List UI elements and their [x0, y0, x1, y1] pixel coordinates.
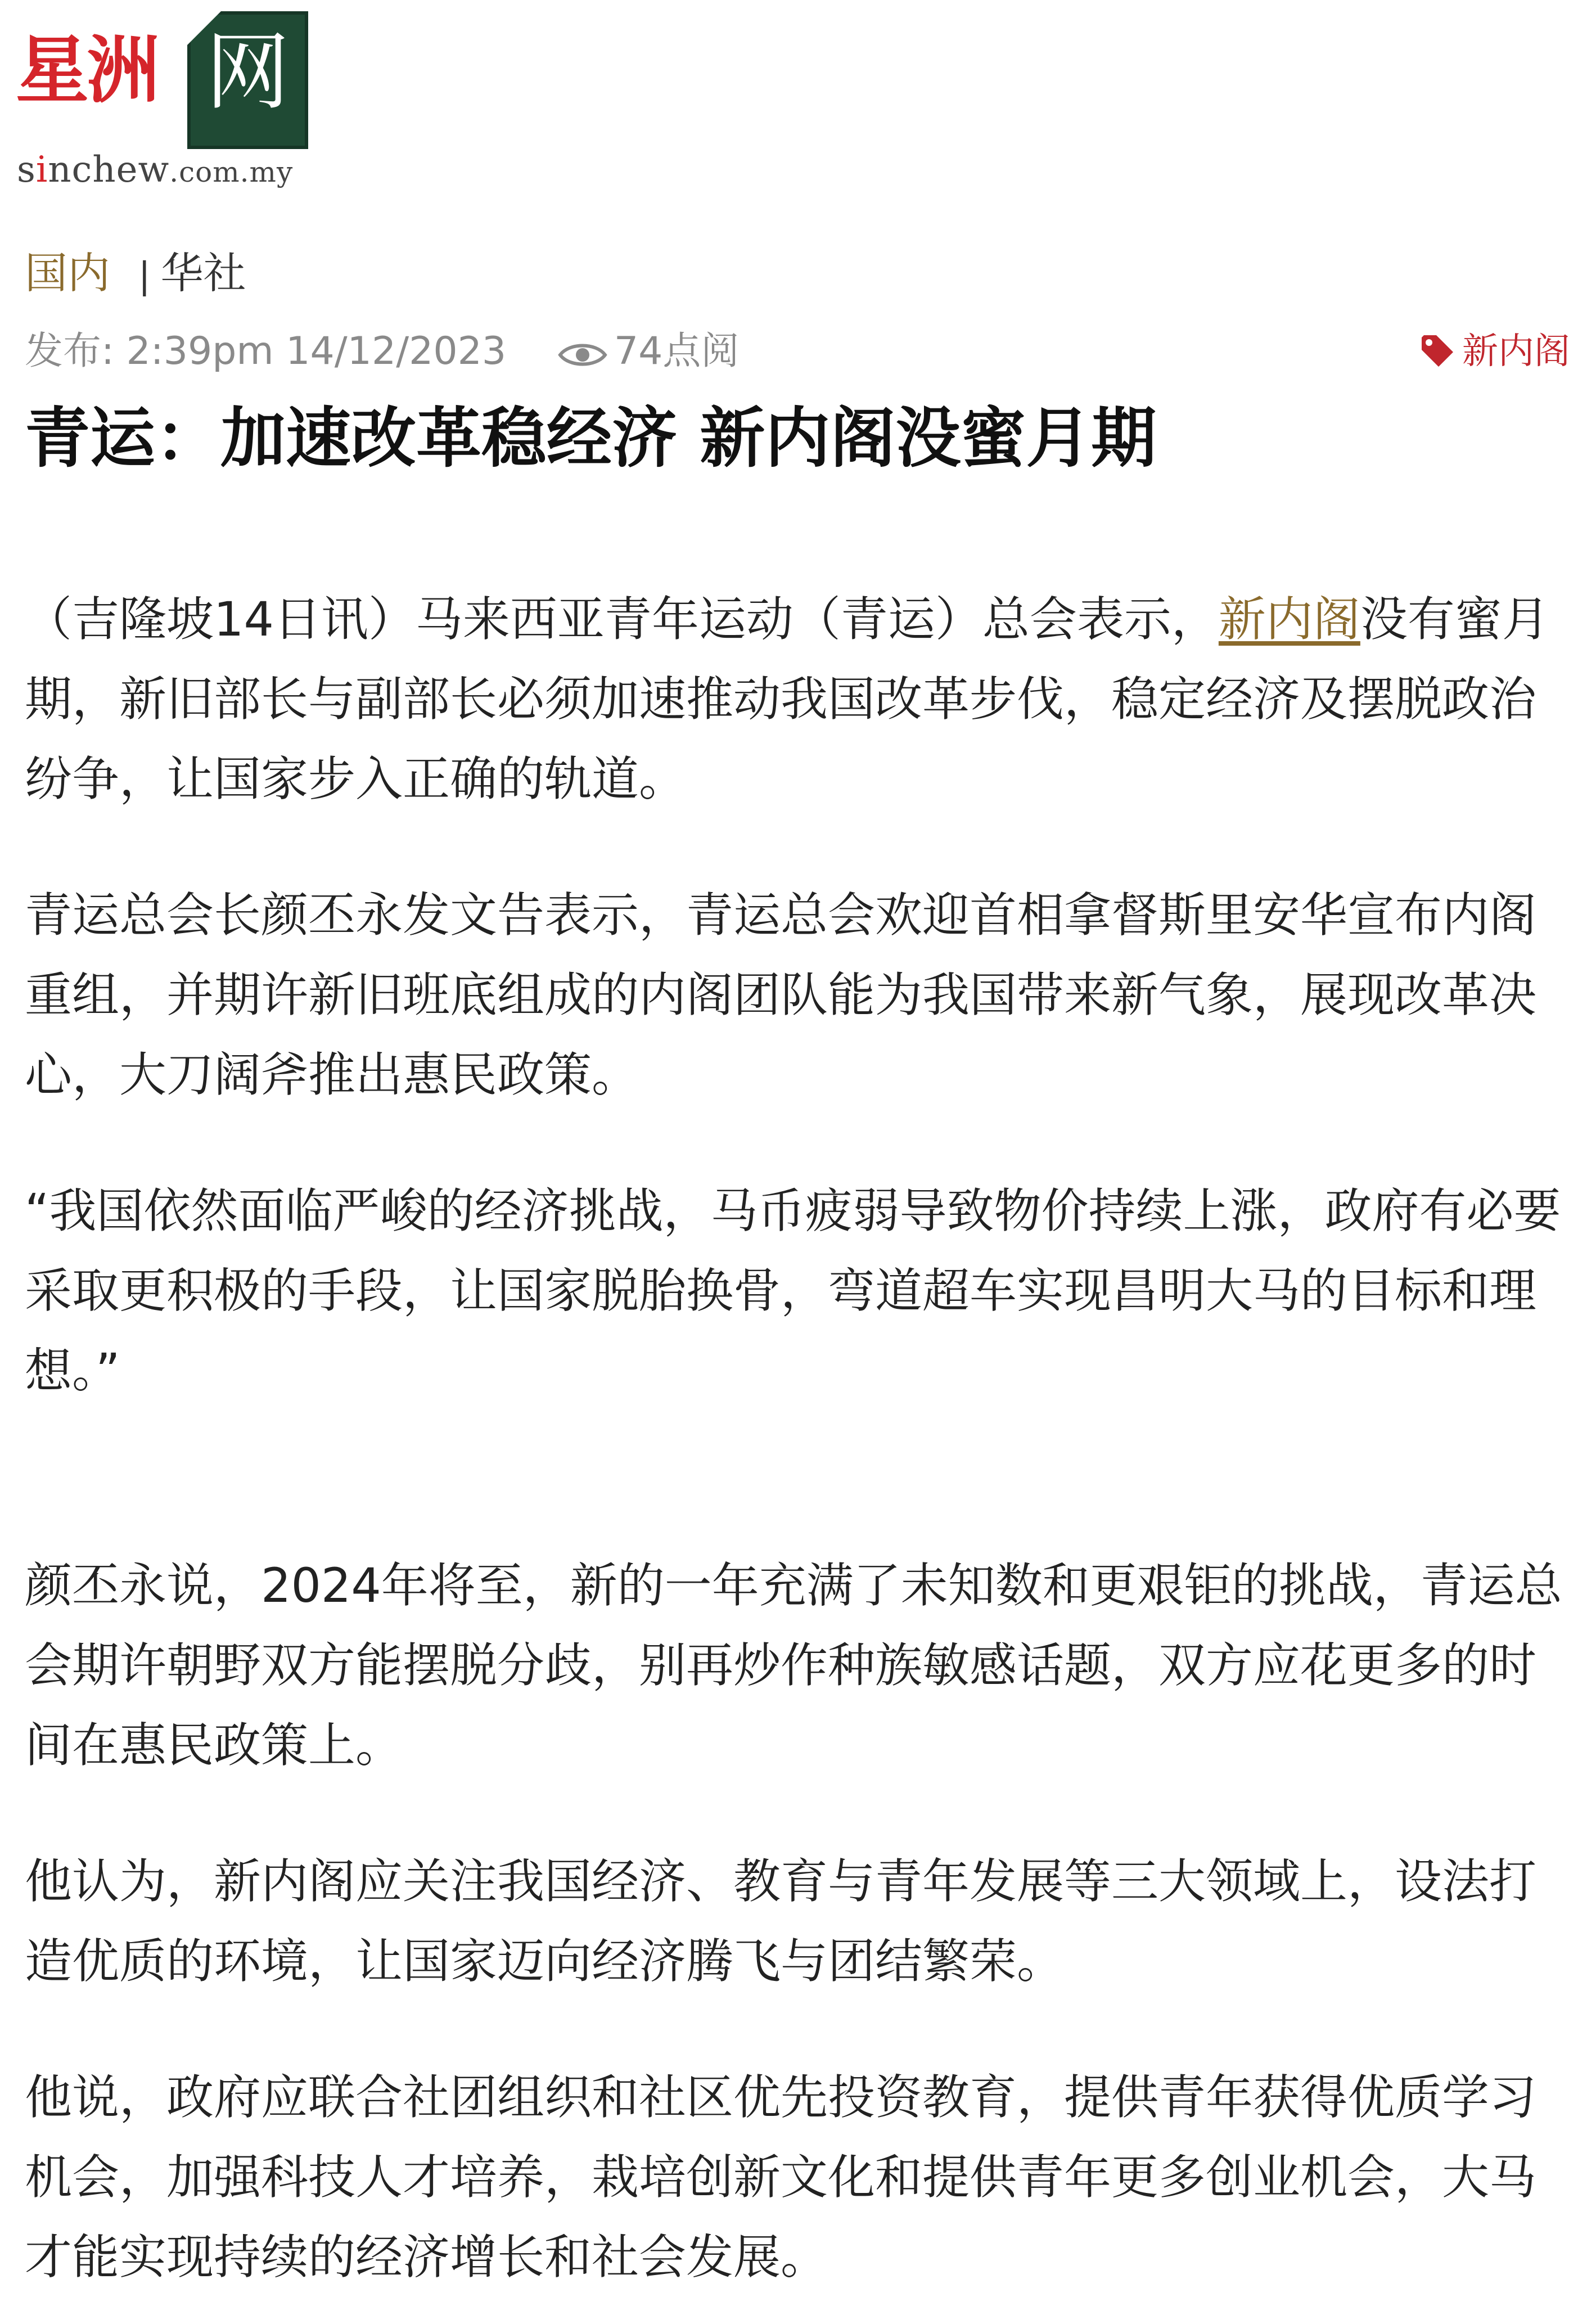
inline-link-cabinet[interactable]: 新内阁	[1218, 592, 1360, 647]
paragraph-gap	[25, 1115, 1571, 1171]
site-logo[interactable]	[16, 11, 308, 197]
eye-icon	[558, 340, 607, 370]
logo-box	[187, 11, 308, 149]
tag-icon	[1419, 333, 1454, 368]
view-count	[558, 329, 740, 373]
tag-link[interactable]	[1419, 326, 1570, 377]
view-count-label: 74点阅	[614, 329, 740, 373]
article-paragraph-2: 青运总会长颜丕永发文告表示，青运总会欢迎首相拿督斯里安华宣布内阁重组，并期许新旧班底组成的内阁团队能为我国带来新气象，展现改革决心，大刀阔斧推出惠民政策。	[25, 888, 1537, 1102]
article-quote: “我国依然面临严峻的经济挑战，马币疲弱导致物价持续上涨，政府有必要采取更积极的手段，让国家脱胎换骨，弯道超车实现昌明大马的目标和理想。”	[25, 1183, 1561, 1398]
category-primary-link[interactable]: 国内	[25, 248, 110, 298]
article-meta	[25, 326, 1574, 377]
p1-post: 没有蜜月期，新旧部长与副部长必须加速推动我国改革步伐，稳定经济及摆脱政治纷争，让国家步入正确的轨道。	[25, 592, 1549, 807]
publish-date: 发布: 2:39pm 14/12/2023	[25, 329, 507, 373]
article-paragraph-5: 他认为，新内阁应关注我国经济、教育与青年发展等三大领域上，设法打造优质的环境，让国家迈向经济腾飞与团结繁荣。	[25, 1854, 1537, 1989]
article-paragraph-1	[25, 579, 1571, 819]
tag-label: 新内阁	[1462, 331, 1570, 372]
logo-en-domain: .com.my	[169, 156, 294, 188]
p1-pre: （吉隆坡14日讯）马来西亚青年运动（青运）总会表示，	[25, 592, 1219, 647]
article-body	[25, 579, 1571, 2297]
article-title: 青运：加速改革稳经济 新内阁没蜜月期	[25, 400, 1157, 476]
logo-box-char: 网	[205, 24, 290, 121]
logo-english-text	[17, 149, 294, 191]
article-paragraph-4: 颜丕永说，2024年将至，新的一年充满了未知数和更艰钜的挑战，青运总会期许朝野双方能摆脱分歧，别再炒作种族敏感话题，双方应花更多的时间在惠民政策上。	[25, 1558, 1562, 1773]
paragraph-gap	[25, 1785, 1571, 1841]
logo-en-i: i	[35, 149, 48, 191]
logo-chinese-text: 星洲	[16, 27, 158, 113]
category-row	[25, 247, 246, 299]
article-paragraph-6: 他说，政府应联合社团组织和社区优先投资教育，提供青年获得优质学习机会，加强科技人才培养，栽培创新文化和提供青年更多创业机会，大马才能实现持续的经济增长和社会发展。	[25, 2070, 1537, 2285]
category-separator: |	[138, 255, 151, 297]
logo-en-pre: s	[17, 149, 36, 191]
logo-en-post: nchew	[48, 149, 170, 191]
paragraph-gap	[25, 819, 1571, 875]
paragraph-gap	[25, 2001, 1571, 2057]
category-secondary[interactable]: 华社	[160, 248, 246, 298]
paragraph-gap-large	[25, 1411, 1571, 1546]
